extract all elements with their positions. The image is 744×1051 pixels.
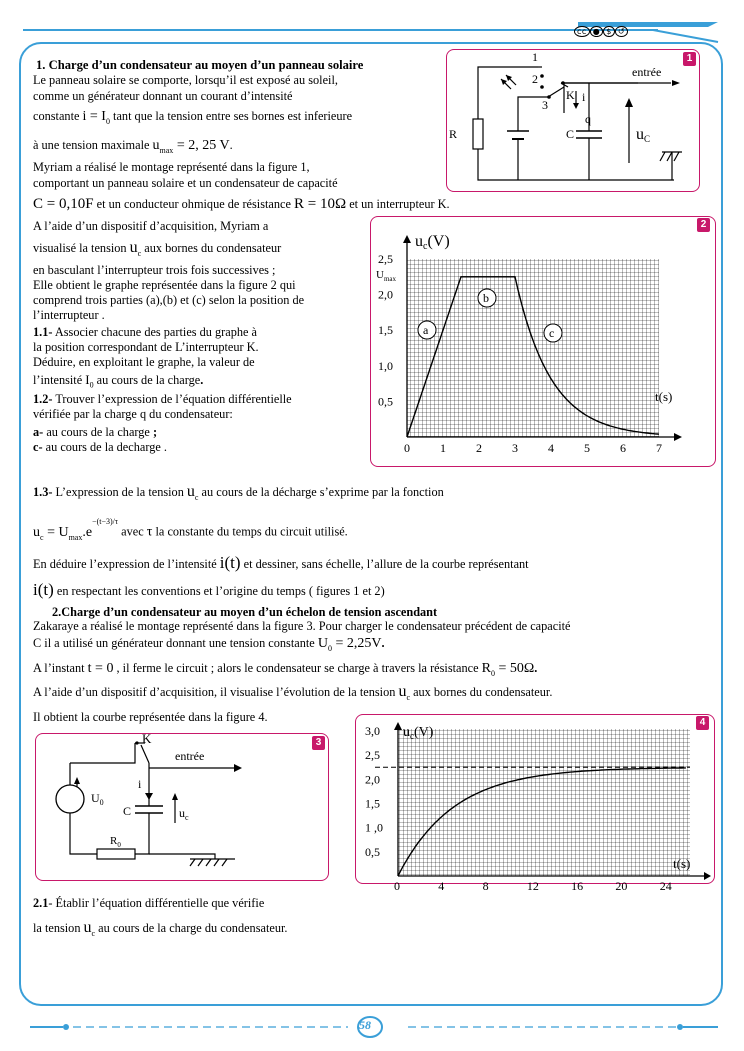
figure-3-circuit: [35, 733, 327, 879]
fig2-part-c: [544, 324, 562, 342]
svg-text:b: b: [483, 291, 489, 305]
q13-line4: i(t) en respectant les conventions et l’origine du temps ( figures 1 et 2): [33, 580, 385, 599]
fig1-label-R: R: [449, 127, 458, 141]
fig4-ytick-label: 1,5: [365, 796, 380, 811]
svg-text:c: c: [549, 326, 555, 340]
fig2-ytick-label: 1,5: [378, 323, 393, 338]
svg-text:a: a: [423, 323, 429, 337]
fig4-xtick-label: 16: [571, 879, 584, 893]
nc-icon: $: [603, 26, 615, 37]
sa-icon: ↺: [615, 26, 628, 37]
fig3-label-K: K: [142, 731, 152, 746]
fig4-xtick-label: 20: [615, 879, 628, 893]
fig4-ytick-label: 2,5: [365, 748, 380, 763]
figure-1-circuit: [446, 49, 698, 190]
fig4-xtick-label: 4: [438, 879, 445, 893]
s1-p2: comme un générateur donnant un courant d’intensité: [33, 89, 293, 103]
s1-p6: comportant un panneau solaire et un condensateur de capacité: [33, 176, 338, 190]
fig3-label-U0: $U_0$: [91, 791, 104, 807]
fig1-label-entree: entrée: [632, 65, 662, 79]
by-icon: ●: [590, 26, 603, 37]
section2-title: 2.Charge d’un condensateur au moyen d’un échelon de tension ascendant: [52, 605, 438, 619]
q21-line2: la tension $u_c$ au cours de la charge du condensateur.: [33, 919, 288, 939]
q12-line1: 1.2- Trouver l’expression de l’équation différentielle: [33, 392, 292, 406]
figure-3-badge: 3: [312, 736, 325, 750]
fig2-grid: [407, 259, 659, 437]
resistor-R0: [97, 849, 135, 859]
s1-p1: Le panneau solaire se comporte, lorsqu’il est exposé au soleil,: [33, 73, 338, 87]
s1-p3-eq: $i = I_0$: [82, 109, 110, 126]
fig1-label-C: C: [566, 127, 575, 141]
s1-p7-eq2: R = 10Ω: [294, 196, 347, 212]
s1-p12: comprend trois parties (a),(b) et (c) selon la position de: [33, 293, 305, 307]
s1-p8: A l’aide d’un dispositif d’acquisition, Myriam a: [33, 219, 269, 233]
fig1-label-K: K: [566, 88, 575, 102]
fig2-xtick-label: 5: [584, 441, 590, 455]
fig3-label-uc: $u_c$: [179, 806, 189, 822]
fig2-umax-label: $U_{max}$: [376, 269, 397, 283]
fig2-ytick-label: 0,5: [378, 394, 393, 409]
q11-line2: la position correspondant de L’interrupteur K.: [33, 340, 259, 354]
figure-1-badge: 1: [683, 52, 696, 66]
s1-p4: à une tension maximale $u_{max} = 2$, 25 V.: [33, 138, 233, 155]
q21-line1: 2.1- Établir l’équation différentielle que vérifie: [33, 896, 265, 910]
fig3-label-R0: $R_0$: [110, 835, 121, 849]
fig3-label-C: C: [123, 804, 132, 818]
q11-line3: Déduire, en exploitant le graphe, la valeur de: [33, 355, 255, 369]
q12-a: a- au cours de la charge ;: [33, 425, 158, 439]
fig4-xtick-label: 8: [482, 879, 489, 893]
fig2-xtick-label: 4: [548, 441, 554, 455]
s1-p3: [33, 109, 352, 129]
fig2-ytick-label: 1,0: [378, 358, 393, 373]
license-icons: [574, 26, 628, 37]
fig4-ytick-label: 2,0: [365, 772, 380, 787]
s1-p3b: tant que la tension entre ses bornes est inferieure: [113, 109, 353, 123]
q13-line1: 1.3- L’expression de la tension $u_c$ au cours de la décharge s’exprime par la fonction: [33, 483, 444, 503]
fig4-ytick-label: 1 ,0: [365, 820, 383, 835]
s1-p11: Elle obtient le graphe représentée dans la figure 2 qui: [33, 278, 296, 292]
q11-line4: l’intensité $I_0$ au cours de la charge.: [33, 372, 204, 390]
s1-p7: C = 0,10F et un conducteur ohmique de résistance R = 10Ω et un interrupteur K.: [33, 196, 450, 212]
fig2-part-a: [418, 321, 436, 339]
s1-p4a: à une tension maximale: [33, 138, 153, 152]
fig3-label-entree: entrée: [175, 749, 205, 763]
fig2-ylabel: uc(V): [415, 233, 450, 252]
fig1-label-2: 2: [532, 72, 538, 86]
s2-p3: A l’instant t = 0 , il ferme le circuit ; alors le condensateur se charge à travers la résistance $R_0 = 50\Omega$.: [33, 661, 538, 678]
q11-line1: 1.1- Associer chacune des parties du graphe à: [33, 325, 257, 339]
fig4-ytick-label: 3,0: [365, 724, 380, 739]
figure-2-badge: 2: [697, 218, 710, 232]
fig1-label-i: i: [582, 90, 586, 104]
fig2-ytick-label: 2,0: [378, 287, 393, 302]
resistor-R: [473, 119, 483, 149]
s1-p9-eq: $u_c$: [129, 239, 142, 259]
s2-p1: Zakaraye a réalisé le montage représenté dans la figure 3. Pour charger le condensateur précédent de capacité: [33, 619, 571, 633]
fig2-part-b: [478, 289, 496, 307]
s2-p5: Il obtient la courbe représentée dans la figure 4.: [33, 710, 268, 724]
fig4-xtick-label: 12: [526, 879, 539, 893]
fig1-label-3: 3: [542, 98, 548, 112]
fig2-ytick-label: 2,5: [378, 252, 393, 266]
fig3-label-i: i: [138, 777, 142, 791]
s1-p10: en basculant l’interrupteur trois fois successives ;: [33, 263, 276, 277]
fig4-grid: [398, 729, 690, 876]
decay-formula: $u_c = U_{max}.e^{-(t-3)/\tau}$ avec τ la constante du temps du circuit utilisé.: [33, 517, 348, 542]
fig4-xtick-label: 24: [659, 879, 672, 893]
generator-U0: [56, 785, 84, 813]
figure-4-badge: 4: [696, 716, 709, 730]
figure-4-chart: [355, 714, 713, 893]
fig1-label-uc: uC: [636, 126, 651, 144]
fig4-ytick-label: 0,5: [365, 844, 380, 859]
q12-line2: vérifiée par la charge q du condensateur:: [33, 407, 233, 421]
fig2-xlabel: t(s): [655, 389, 673, 404]
s1-p4-eq: $u_{max} = 2$, 25 V: [152, 138, 230, 155]
figure-2-chart: [370, 216, 714, 465]
fig1-label-q: q: [585, 112, 591, 126]
footer-decoration: [18, 1005, 728, 1045]
fig2-xtick-label: 2: [476, 441, 482, 455]
q12-c: c- au cours de la decharge .: [33, 440, 167, 454]
s2-p4: A l’aide d’un dispositif d’acquisition, il visualise l’évolution de la tension $u_c$ aux bornes du condensateur.: [33, 683, 553, 703]
fig4-xtick-label: 0: [394, 879, 400, 893]
fig2-xtick-label: 0: [404, 441, 410, 455]
s2-p2: C il a utilisé un générateur donnant une tension constante $U_0 = 2,25V$.: [33, 636, 385, 653]
page-number: 58: [359, 1018, 371, 1032]
s1-p9: visualisé la tension $u_c$ aux bornes du condensateur: [33, 239, 282, 259]
fig4-ylabel: $u_c(V)$: [403, 725, 434, 741]
fig2-xtick-label: 3: [512, 441, 518, 455]
fig2-xtick-label: 6: [620, 441, 626, 455]
cc-icon: cc: [574, 26, 590, 37]
section1-title: 1. Charge d’un condensateur au moyen d’un panneau solaire: [36, 58, 364, 72]
fig2-xtick-label: 1: [440, 441, 446, 455]
s1-p13: l’interrupteur .: [33, 308, 105, 322]
fig4-xlabel: t(s): [673, 856, 691, 871]
fig2-xtick-label: 7: [656, 441, 662, 455]
s1-p7-eq: C = 0,10F: [33, 196, 94, 212]
s1-p3a: constante: [33, 109, 83, 123]
q13-line3: En déduire l’expression de l’intensité i(t) et dessiner, sans échelle, l’allure de la courbe représentant: [33, 553, 529, 572]
fig1-label-1: 1: [532, 50, 538, 64]
s1-p5: Myriam a réalisé le montage représenté dans la figure 1,: [33, 160, 310, 174]
